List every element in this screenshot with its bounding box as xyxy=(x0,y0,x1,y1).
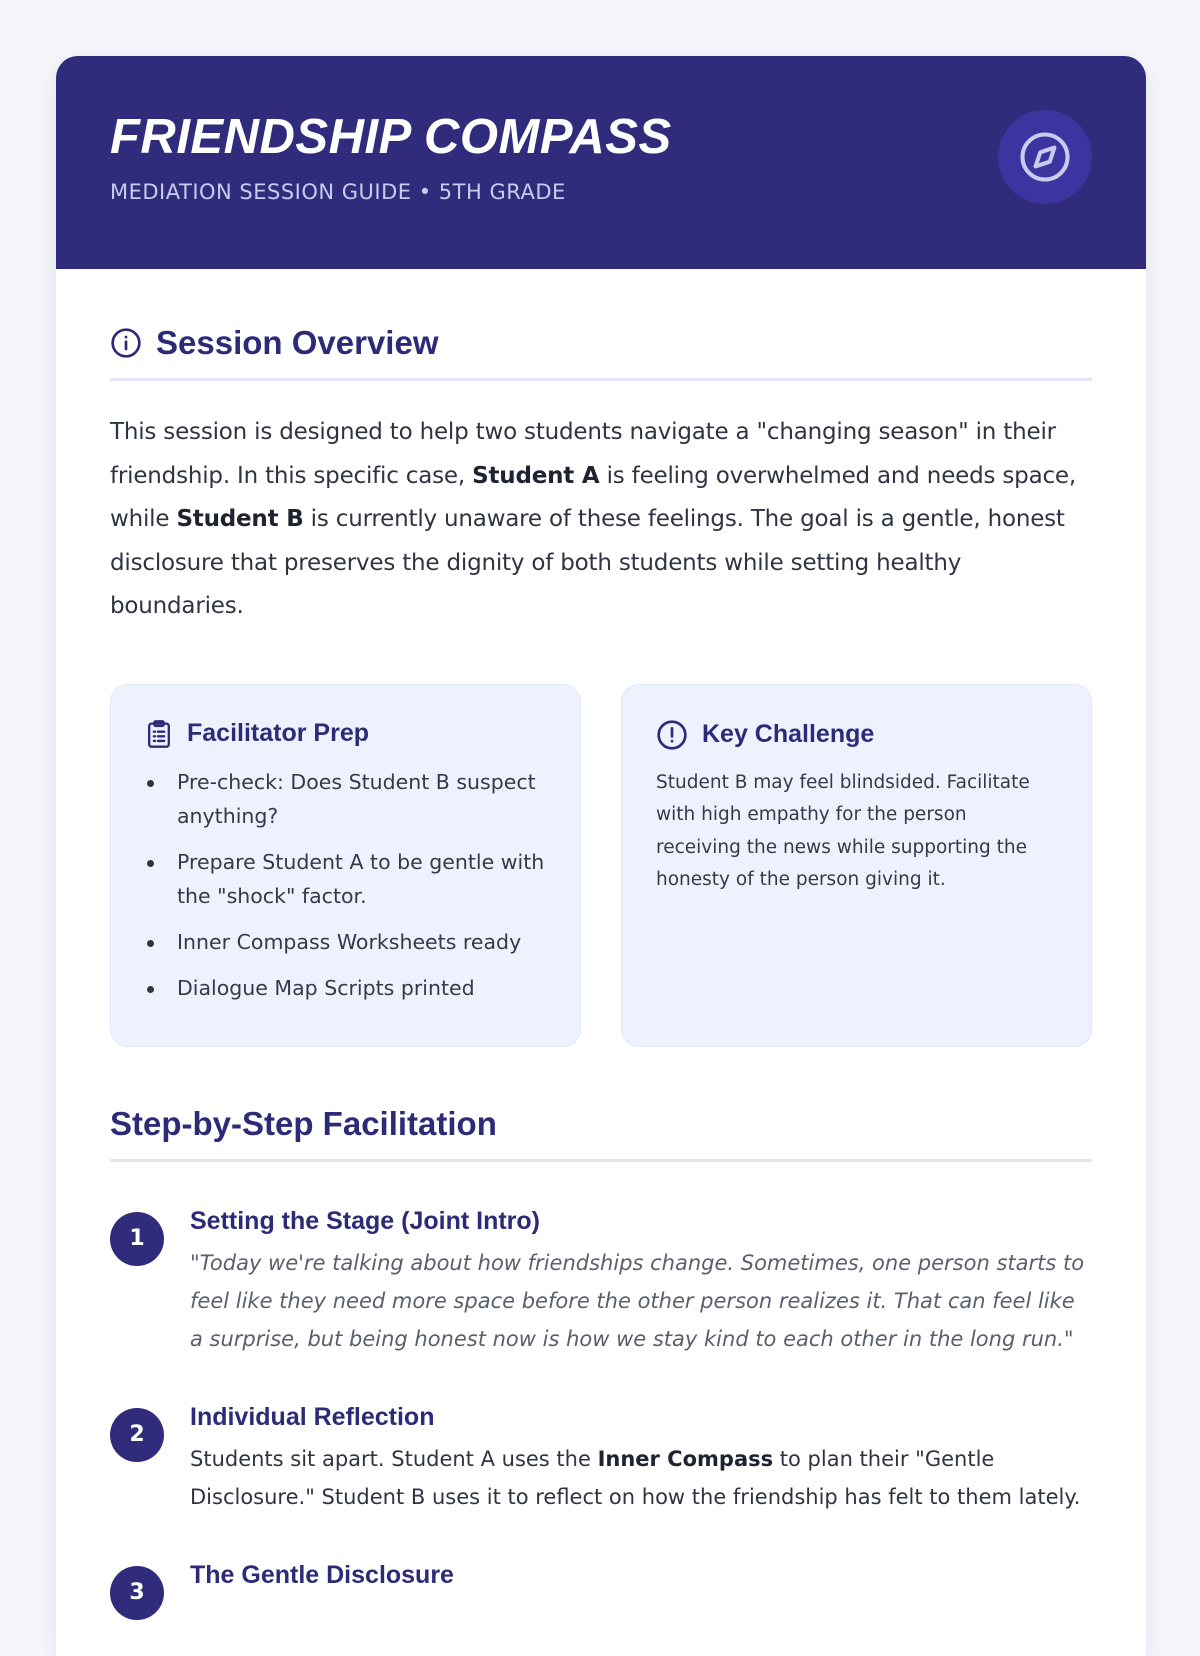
clipboard-icon xyxy=(145,719,173,749)
step-description xyxy=(190,1440,1092,1516)
step-quote: "Today we're talking about how friendships change. Sometimes, one person starts to feel like they need more space before the other person realizes it. That can feel like a surprise, but being honest now is how we stay kind to each other in the long run." xyxy=(190,1250,1085,1351)
guide-card xyxy=(56,56,1146,1656)
main-content xyxy=(56,269,1146,1605)
step-number-badge: 1 xyxy=(110,1212,164,1266)
step-desc-part: to plan their "Gentle Disclosure." Student B uses it to reflect on how the friendship has felt to them lately. xyxy=(190,1446,1081,1509)
overview-text-part: This session is designed to help two students navigate a "changing season" in their friendship. In this specific case, xyxy=(110,419,1056,489)
prep-title: Facilitator Prep xyxy=(187,719,369,747)
overview-heading xyxy=(110,324,1092,381)
info-box-row xyxy=(110,684,1092,1047)
step-title: Setting the Stage (Joint Intro) xyxy=(190,1206,540,1235)
challenge-title: Key Challenge xyxy=(702,720,875,748)
page-subtitle: MEDIATION SESSION GUIDE • 5TH GRADE xyxy=(110,180,566,204)
challenge-text: Student B may feel blindsided. Facilitate with high empathy for the person receiving the news while supporting the honesty of the person giving it. xyxy=(656,771,1030,890)
step-number-badge: 2 xyxy=(110,1408,164,1462)
overview-bold-student-b: Student B xyxy=(176,506,304,532)
overview-title: Session Overview xyxy=(156,324,439,361)
prep-list-item: Inner Compass Worksheets ready xyxy=(145,925,546,959)
step-3 xyxy=(110,1558,1092,1605)
overview-paragraph xyxy=(110,411,1092,629)
prep-heading xyxy=(145,719,546,749)
prep-list-item: Pre-check: Does Student B suspect anything? xyxy=(145,765,546,833)
prep-list-item: Dialogue Map Scripts printed xyxy=(145,971,546,1005)
step-number-badge: 3 xyxy=(110,1566,164,1620)
step-title: The Gentle Disclosure xyxy=(190,1560,454,1589)
step-2 xyxy=(110,1400,1092,1516)
step-desc-part: Students sit apart. Student A uses the xyxy=(190,1446,598,1471)
compass-badge xyxy=(998,110,1092,204)
steps-title: Step-by-Step Facilitation xyxy=(110,1105,1092,1162)
facilitator-prep-box xyxy=(110,684,581,1047)
prep-list-item: Prepare Student A to be gentle with the "shock" factor. xyxy=(145,845,546,913)
key-challenge-box xyxy=(621,684,1092,1047)
alert-icon xyxy=(656,719,688,751)
step-desc-bold: Inner Compass xyxy=(597,1446,774,1471)
step-title: Individual Reflection xyxy=(190,1402,435,1431)
prep-list xyxy=(145,765,546,1005)
page-title: FRIENDSHIP COMPASS xyxy=(110,110,672,164)
overview-text-part: is currently unaware of these feelings. The goal is a gentle, honest disclosure that preserves the dignity of both students while setting healthy boundaries. xyxy=(110,506,1065,619)
step-1 xyxy=(110,1204,1092,1358)
header-banner xyxy=(56,56,1146,269)
compass-icon xyxy=(1018,130,1072,184)
info-icon xyxy=(110,327,142,359)
overview-text-part: is feeling overwhelmed and needs space, while xyxy=(110,462,1076,532)
overview-bold-student-a: Student A xyxy=(472,462,600,489)
challenge-heading xyxy=(656,719,1057,751)
